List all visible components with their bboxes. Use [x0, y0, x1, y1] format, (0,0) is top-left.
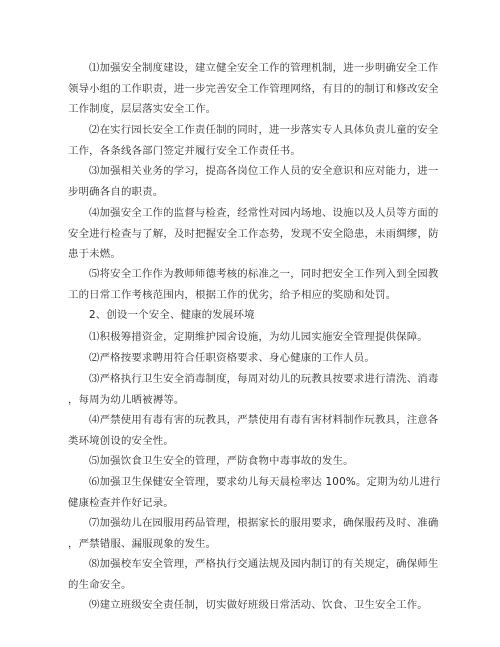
- paragraph-item-7: [68, 513, 439, 554]
- text-line: ⑸加强饮食卫生安全的管理，严防食物中毒事故的发生。: [89, 455, 354, 467]
- text-line: 工的日常工作考核范围内，根据工作的优劣，给予相应的奖励和处罚。: [68, 288, 397, 301]
- text-line: 患于未燃。: [68, 248, 121, 260]
- text-line: 健康检查并作好记录。: [68, 496, 174, 509]
- section-heading: [68, 305, 434, 326]
- text-line: 2、创设一个安全、健康的发展环境: [89, 309, 255, 321]
- paragraph-item-5: [68, 451, 434, 472]
- text-line: 步明确各自的职责。: [68, 185, 164, 198]
- paragraph-item-4: [68, 410, 439, 451]
- text-line: ⑶严格执行卫生安全消毒制度，每周对幼儿的玩教具按要求进行清洗、消毒: [89, 373, 439, 385]
- text-line: ⑷加强安全工作的监督与检查，经常性对园内场地、设施以及人员等方面的: [89, 207, 439, 219]
- text-line: ⑴积极筹措资金，定期维护园舍设施，为幼儿园实施安全管理提供保障。: [89, 331, 428, 343]
- text-line: ⑸将安全工作作为教师师德考核的标准之一，同时把安全工作列入到全园教: [89, 268, 439, 280]
- text-line: ，每周为幼儿晒被褥等。: [68, 393, 185, 406]
- text-line: ⑼建立班级安全责任制，切实做好班级日常活动、饮食、卫生安全工作。: [89, 599, 428, 611]
- paragraph-item-1: [68, 327, 434, 348]
- paragraph-item-9: [68, 595, 434, 616]
- paragraph-3: [68, 161, 439, 202]
- text-line: 工作制度，层层落实安全工作。: [68, 103, 217, 115]
- text-line: ⑺加强幼儿在园服用药品管理，根据家长的服用要求，确保服药及时、准确: [89, 517, 439, 529]
- text-line: ⑶加强相关业务的学习，提高各岗位工作人员的安全意识和应对能力，进一: [89, 165, 439, 177]
- text-line: 类环境创设的安全性。: [68, 434, 174, 447]
- text-line: ⑷严禁使用有毒有害的玩教具，严禁使用有毒有害材料制作玩教具，注意各: [89, 414, 439, 426]
- text-line: ⑵严格按要求聘用符合任职资格要求、身心健康的工作人员。: [89, 352, 375, 364]
- paragraph-2: [68, 120, 439, 161]
- paragraph-5: [68, 264, 439, 305]
- paragraph-item-8: [68, 554, 439, 595]
- text-line: 领导小组的工作职责，进一步完善安全工作管理网络，有目的的制订和修改安全: [68, 82, 439, 95]
- paragraph-item-2: [68, 348, 434, 369]
- text-line: 工作，各条线各部门签定并履行安全工作责任书。: [68, 144, 301, 157]
- paragraph-item-3: [68, 369, 439, 410]
- paragraph-item-6: [68, 472, 441, 513]
- text-line: 安全进行检查与了解，及时把握安全工作态势，发现不安全隐患，未雨绸缪，防: [68, 227, 439, 240]
- paragraph-4: [68, 203, 439, 265]
- paragraph-1: [68, 58, 439, 120]
- text-line: ⑻加强校车安全管理，严格执行交通法规及园内制订的有关规定，确保师生: [89, 558, 439, 570]
- text-line: ，严禁错服、漏服现象的发生。: [68, 537, 217, 550]
- text-line: ⑹加强卫生保健安全管理，要求幼儿每天晨检率达 100%。定期为幼儿进行: [89, 476, 441, 488]
- text-line: ⑵在实行园长安全工作责任制的同时，进一步落实专人具体负责儿童的安全: [89, 124, 439, 136]
- text-line: ⑴加强安全制度建设，建立健全安全工作的管理机制，进一步明确安全工作: [89, 62, 439, 74]
- text-line: 的生命安全。: [68, 578, 132, 591]
